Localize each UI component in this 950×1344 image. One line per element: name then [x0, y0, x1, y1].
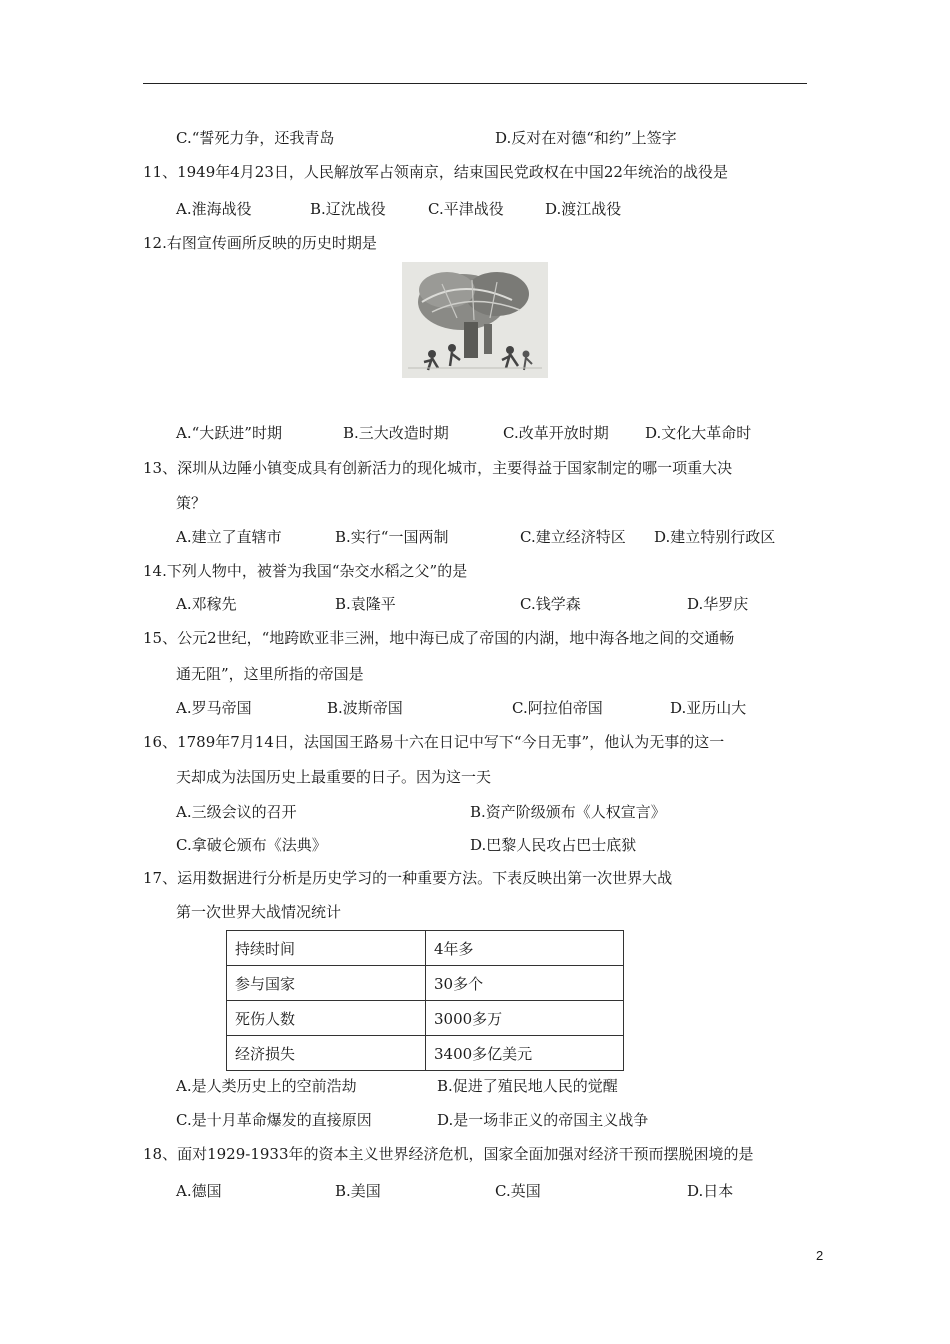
q16-option-c: C.拿破仑颁布《法典》 [176, 836, 327, 854]
q14-option-d: D.华罗庆 [687, 595, 749, 613]
q11-option-a: A.淮海战役 [176, 200, 252, 218]
q13-option-b: B.实行“一国两制 [335, 528, 449, 546]
propaganda-poster-image [402, 262, 548, 378]
q14-stem: 14.下列人物中，被誉为我国“杂交水稻之父”的是 [143, 562, 468, 580]
q15-stem-line2: 通无阻”，这里所指的帝国是 [176, 665, 364, 683]
q11-option-b: B.辽沈战役 [310, 200, 386, 218]
q17-option-a: A.是人类历史上的空前浩劫 [176, 1077, 357, 1095]
q16-option-a: A.三级会议的召开 [176, 803, 297, 821]
table-row [227, 966, 624, 1001]
q17-table-title: 第一次世界大战情况统计 [176, 903, 342, 921]
q12-stem: 12.右图宣传画所反映的历史时期是 [143, 234, 377, 252]
q18-option-d: D.日本 [687, 1182, 734, 1200]
ww1-statistics-table [226, 930, 624, 1071]
q11-option-d: D.渡江战役 [545, 200, 622, 218]
q18-stem: 18、面对1929-1933年的资本主义世界经济危机，国家全面加强对经济干预而摆脱困境的是 [143, 1145, 754, 1163]
q18-option-b: B.美国 [335, 1182, 381, 1200]
q13-stem-line1: 13、深圳从边陲小镇变成具有创新活力的现化城市，主要得益于国家制定的哪一项重大决 [143, 459, 733, 477]
q15-option-d: D.亚历山大 [670, 699, 747, 717]
q13-option-c: C.建立经济特区 [520, 528, 626, 546]
q12-option-a: A.“大跃进”时期 [176, 424, 282, 442]
q17-option-c: C.是十月革命爆发的直接原因 [176, 1111, 372, 1129]
q13-stem-line2: 策？ [176, 494, 207, 512]
table-row [227, 1001, 624, 1036]
q10-option-c: C.“誓死力争，还我青岛 [176, 129, 335, 147]
q16-option-b: B.资产阶级颁布《人权宣言》 [470, 803, 666, 821]
header-rule [143, 83, 807, 84]
q15-option-b: B.波斯帝国 [327, 699, 403, 717]
page-number: 2 [816, 1248, 824, 1263]
q10-option-d: D.反对在对德“和约”上签字 [495, 129, 677, 147]
q17-option-d: D.是一场非正义的帝国主义战争 [437, 1111, 649, 1129]
q12-option-d: D.文化大革命时 [645, 424, 752, 442]
q13-option-a: A.建立了直辖市 [176, 528, 282, 546]
table-cell-label: 参与国家 [227, 966, 426, 1001]
q18-option-c: C.英国 [495, 1182, 541, 1200]
q13-option-d: D.建立特别行政区 [654, 528, 776, 546]
table-cell-value: 30多个 [426, 966, 624, 1001]
table-cell-value: 3000多万 [426, 1001, 624, 1036]
table-row [227, 1036, 624, 1071]
q17-option-b: B.促进了殖民地人民的觉醒 [437, 1077, 618, 1095]
q18-option-a: A.德国 [176, 1182, 222, 1200]
q15-option-c: C.阿拉伯帝国 [512, 699, 603, 717]
q15-stem-line1: 15、公元2世纪，“地跨欧亚非三洲，地中海已成了帝国的内湖，地中海各地之间的交通畅 [143, 629, 735, 647]
q14-option-a: A.邓稼先 [176, 595, 237, 613]
q16-option-d: D.巴黎人民攻占巴士底狱 [470, 836, 637, 854]
q11-stem: 11、1949年4月23日，人民解放军占领南京，结束国民党政权在中国22年统治的战役是 [143, 163, 728, 181]
tree-poster-illustration [402, 262, 548, 378]
table-cell-label: 持续时间 [227, 931, 426, 966]
q16-stem-line1: 16、1789年7月14日，法国国王路易十六在日记中写下“今日无事”，他认为无事的这一 [143, 733, 725, 751]
q12-option-c: C.改革开放时期 [503, 424, 609, 442]
q12-option-b: B.三大改造时期 [343, 424, 449, 442]
table-cell-label: 死伤人数 [227, 1001, 426, 1036]
table-cell-label: 经济损失 [227, 1036, 426, 1071]
table-row [227, 931, 624, 966]
q11-option-c: C.平津战役 [428, 200, 504, 218]
q16-stem-line2: 天却成为法国历史上最重要的日子。因为这一天 [176, 768, 492, 786]
q14-option-c: C.钱学森 [520, 595, 581, 613]
table-cell-value: 3400多亿美元 [426, 1036, 624, 1071]
table-cell-value: 4年多 [426, 931, 624, 966]
q17-stem: 17、运用数据进行分析是历史学习的一种重要方法。下表反映出第一次世界大战 [143, 869, 673, 887]
q14-option-b: B.袁隆平 [335, 595, 396, 613]
q15-option-a: A.罗马帝国 [176, 699, 252, 717]
